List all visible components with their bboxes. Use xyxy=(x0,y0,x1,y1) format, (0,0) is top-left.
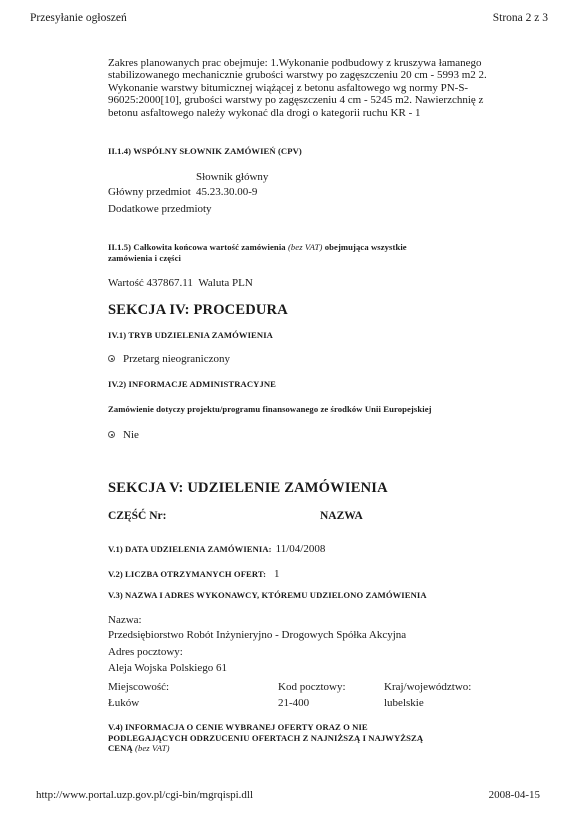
city-label: Miejscowość: xyxy=(108,681,170,693)
price-heading-line1: V.4) INFORMACJA O CENIE WYBRANEJ OFERTY ORAZ O NIE xyxy=(108,722,368,732)
admin-heading: IV.2) INFORMACJE ADMINISTRACYJNE xyxy=(108,379,277,389)
contractor-name-label: Nazwa: xyxy=(108,614,142,626)
contractor-name-value: Przedsiębiorstwo Robót Inżynieryjno - Drogowych Spółka Akcyjna xyxy=(108,629,407,641)
tryb-option xyxy=(108,353,230,365)
award-date-row xyxy=(108,539,325,557)
eu-option xyxy=(108,429,139,441)
part-name-label: NAZWA xyxy=(320,510,363,522)
total-value-heading xyxy=(108,242,488,264)
total-value-heading-a: II.1.5) Całkowita końcowa wartość zamówienia xyxy=(108,242,288,252)
page-header-title: Przesyłanie ogłoszeń xyxy=(30,12,127,24)
total-value-heading-vat: (bez VAT) xyxy=(287,242,323,252)
footer-url: http://www.portal.uzp.gov.pl/cgi-bin/mgrqispi.dll xyxy=(36,789,254,801)
price-heading-line2: PODLEGAJĄCYCH ODRZUCENIU OFERTACH Z NAJNIŻSZĄ I NAJWYŻSZĄ xyxy=(108,732,424,743)
offers-value: 1 xyxy=(274,568,280,580)
tryb-value: Przetarg nieograniczony xyxy=(123,353,231,365)
section-5-title: SEKCJA V: UDZIELENIE ZAMÓWIENIA xyxy=(108,480,388,496)
total-value-heading-line2: zamówienia i części xyxy=(108,253,182,263)
tryb-heading: IV.1) TRYB UDZIELENIA ZAMÓWIENIA xyxy=(108,330,273,340)
page-number: Strona 2 z 3 xyxy=(492,12,548,24)
currency-value: PLN xyxy=(232,277,253,289)
total-value-heading-b: obejmująca wszystkie xyxy=(322,242,407,252)
cpv-main-label: Główny przedmiot xyxy=(108,186,191,198)
price-heading-line3: CENĄ xyxy=(108,743,133,753)
postal-label: Kod pocztowy: xyxy=(278,681,346,693)
value-label: Wartość xyxy=(108,277,144,289)
offers-row xyxy=(108,564,280,582)
eu-question: Zamówienie dotyczy projektu/programu finansowanego ze środków Unii Europejskiej xyxy=(108,404,432,414)
cpv-column-header: Słownik główny xyxy=(196,171,269,183)
footer-date: 2008-04-15 xyxy=(488,789,540,801)
cpv-main-code: 45.23.30.00-9 xyxy=(196,186,258,198)
value-amount: 437867.11 xyxy=(146,277,193,289)
part-number-label: CZĘŚĆ Nr: xyxy=(108,510,167,522)
price-heading xyxy=(108,722,423,754)
region-value: lubelskie xyxy=(384,697,424,709)
scope-description: Zakres planowanych prac obejmuje: 1.Wykonanie podbudowy z kruszywa łamanego stabilizowanego mechanicznie grubości warstwy po zagęszczeniu 20 cm - 5993 m2 2. Wykonanie warstwy bitumicznej wiążącej z betonu asfaltowego wg normy PN-S-96025:2000[10], grubości warstwy po zagęszczeniu 4 cm - 5245 m2. Nawierzchnię z betonu asfaltowego należy wykonać dla drogi o kategorii ruchu KR - 1 xyxy=(108,57,487,119)
address-value: Aleja Wojska Polskiego 61 xyxy=(108,662,227,674)
currency-label: Waluta xyxy=(198,277,230,289)
award-date-value: 11/04/2008 xyxy=(275,543,326,555)
contractor-heading: V.3) NAZWA I ADRES WYKONAWCY, KTÓREMU UDZIELONO ZAMÓWIENIA xyxy=(108,590,427,600)
postal-value: 21-400 xyxy=(278,697,310,709)
award-date-heading: V.1) DATA UDZIELENIA ZAMÓWIENIA: xyxy=(108,544,272,554)
offers-heading: V.2) LICZBA OTRZYMANYCH OFERT: xyxy=(108,569,267,579)
radio-selected-icon[interactable] xyxy=(108,355,115,362)
radio-selected-icon[interactable] xyxy=(108,431,115,438)
price-heading-vat: (bez VAT) xyxy=(135,743,170,753)
cpv-heading: II.1.4) WSPÓLNY SŁOWNIK ZAMÓWIEŃ (CPV) xyxy=(108,146,302,156)
section-4-title: SEKCJA IV: PROCEDURA xyxy=(108,302,288,318)
city-value: Łuków xyxy=(108,697,140,709)
eu-answer: Nie xyxy=(123,429,139,441)
total-value-row xyxy=(108,277,253,289)
region-label: Kraj/województwo: xyxy=(384,681,472,693)
address-label: Adres pocztowy: xyxy=(108,646,183,658)
cpv-additional-label: Dodatkowe przedmioty xyxy=(108,203,212,215)
